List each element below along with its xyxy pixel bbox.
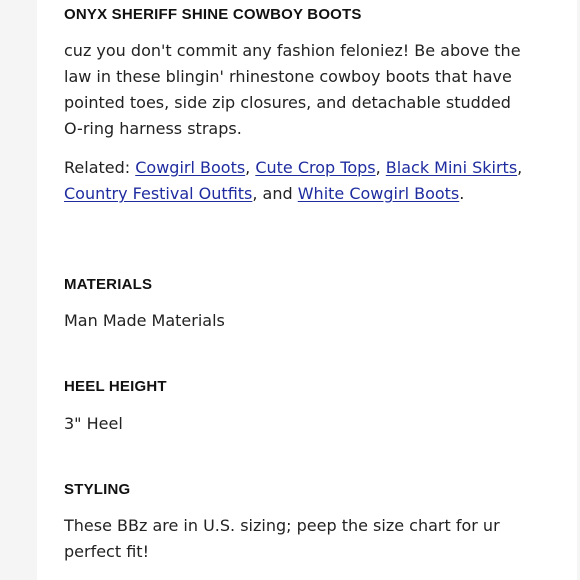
heel-height-heading: HEEL HEIGHT bbox=[64, 378, 167, 395]
link-cute-crop-tops[interactable]: Cute Crop Tops bbox=[255, 158, 376, 177]
related-separator: , bbox=[375, 158, 386, 177]
related-links bbox=[64, 155, 534, 207]
product-title: ONYX SHERIFF SHINE COWBOY BOOTS bbox=[64, 6, 362, 23]
related-prefix: Related: bbox=[64, 158, 136, 177]
related-separator: , and bbox=[252, 184, 298, 203]
product-details-panel bbox=[37, 0, 577, 580]
materials-value: Man Made Materials bbox=[64, 311, 225, 330]
related-separator: , bbox=[245, 158, 256, 177]
link-country-festival-outfits[interactable]: Country Festival Outfits bbox=[64, 184, 253, 203]
link-cowgirl-boots[interactable]: Cowgirl Boots bbox=[135, 158, 246, 177]
heel-height-value: 3" Heel bbox=[64, 414, 123, 433]
styling-value: These BBz are in U.S. sizing; peep the size chart for ur perfect fit! bbox=[64, 516, 500, 561]
related-suffix: . bbox=[459, 184, 465, 203]
link-white-cowgirl-boots[interactable]: White Cowgirl Boots bbox=[297, 184, 460, 203]
styling-heading: STYLING bbox=[64, 481, 131, 498]
link-black-mini-skirts[interactable]: Black Mini Skirts bbox=[385, 158, 518, 177]
materials-heading: MATERIALS bbox=[64, 276, 153, 293]
product-description: cuz you don't commit any fashion feloniez! Be above the law in these blingin' rhinestone cowboy boots that have pointed toes, side zip closures, and detachable studded O-ring harness straps. bbox=[64, 41, 521, 138]
related-separator: , bbox=[517, 158, 523, 177]
